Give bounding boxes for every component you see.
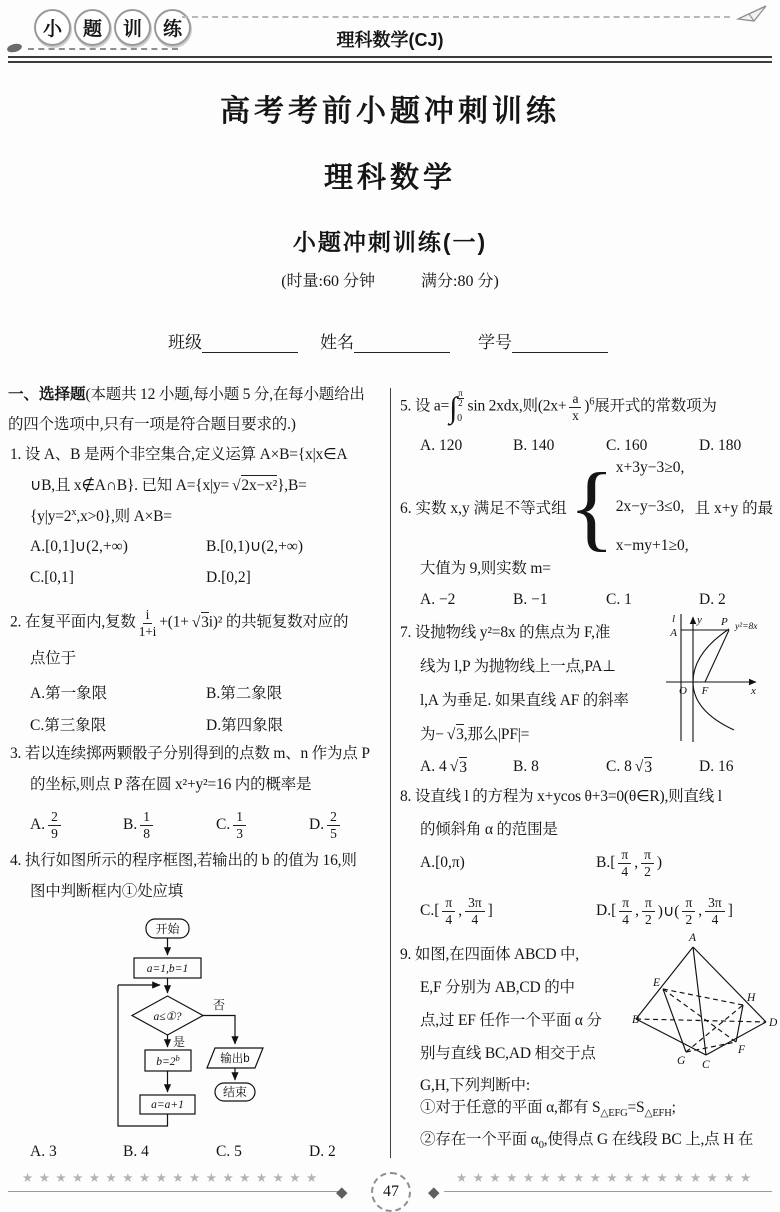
triangle-subscript: △EFG (600, 1108, 628, 1120)
section-label: 一、选择题 (8, 386, 86, 403)
option-label: C. (420, 902, 435, 920)
lower-limit: 0 (457, 412, 462, 424)
numerator: π (618, 847, 631, 864)
logo-char: 训 (114, 9, 151, 46)
option-d (309, 809, 402, 841)
option-c: C. 5 (216, 1143, 242, 1160)
label-x: x (751, 685, 756, 697)
numerator: 2 (48, 809, 61, 826)
limit-numerator: π (458, 388, 463, 398)
fraction (442, 895, 455, 927)
flow-increment-label: a=a+1 (151, 1099, 184, 1111)
question-7-line-2: 线为 l,P 为抛物线上一点,PA⊥ (420, 658, 616, 675)
triangle-subscript: △EFH (644, 1108, 672, 1120)
flow-step-base: b=2 (156, 1056, 176, 1068)
option-d: D.第四象限 (206, 717, 284, 734)
label-E: E (653, 977, 661, 989)
logo-char: 练 (154, 9, 191, 46)
fraction (465, 895, 485, 927)
q7-radicand: 3 (456, 726, 464, 743)
question-2-line-1 (10, 607, 348, 639)
label-C: C (702, 1059, 710, 1071)
q8-options-row-1 (420, 847, 772, 879)
label-y: y (697, 614, 702, 626)
q1-text: ,x>0},则 A×B= (76, 508, 172, 525)
q2-text: i)² 的共轭复数对应的 (208, 613, 349, 631)
label-A: A (670, 627, 677, 639)
separator: , (698, 902, 703, 920)
numerator: π (642, 895, 655, 912)
label-equation: y²=8x (735, 622, 758, 632)
radical-sign: √ (634, 758, 644, 775)
numerator: 1 (140, 809, 153, 826)
inequality-3: x−my+1≥0, (615, 537, 689, 554)
q1-text: },B= (277, 477, 307, 494)
full-score: 满分:80 分) (421, 273, 499, 290)
fraction (48, 809, 61, 841)
option-a: A. 3 (30, 1143, 57, 1160)
option-c: C. 1 (606, 591, 632, 608)
question-1-line-2 (30, 476, 307, 495)
question-4-line-2: 图中判断框内①处应填 (30, 883, 184, 900)
label-F: F (701, 685, 709, 697)
time-limit: (时量:60 分钟 (281, 273, 375, 290)
label-D: D (769, 1017, 777, 1029)
flow-no-label: 否 (213, 998, 226, 1012)
numerator: π (682, 895, 695, 912)
fillin-student-id (478, 328, 608, 353)
radical-sign: √ (449, 758, 459, 775)
denominator: 9 (51, 825, 58, 841)
q1-text: {y|y=2 (30, 508, 72, 525)
option-d: D. 16 (699, 758, 734, 775)
option-b: B.[0,1)∪(2,+∞) (206, 538, 303, 555)
fillin-sid-label: 学号 (478, 333, 512, 352)
question-9-line-5: G,H,下列判断中: (420, 1077, 530, 1094)
q2-text: 2. 在复平面内,复数 (10, 613, 136, 631)
q2-radicand: 3 (201, 613, 209, 631)
option-label: D. (309, 816, 325, 834)
numerator: i (143, 607, 153, 624)
flow-output-label: 输出b (220, 1053, 250, 1065)
option-label: C. (216, 816, 231, 834)
q2-options-row-1 (30, 681, 382, 703)
question-4-line-1: 4. 执行如图所示的程序框图,若输出的 b 的值为 16,则 (10, 852, 357, 869)
denominator: 1+i (138, 623, 157, 639)
fraction (233, 809, 246, 841)
option-a: A.[0,π) (420, 854, 465, 872)
option-label: D. (596, 902, 612, 920)
question-8-line-1: 8. 设直线 l 的方程为 x+ycos θ+3=0(θ∈R),则直线 l (400, 788, 722, 805)
radicand: 3 (459, 759, 467, 776)
choice-section-intro-2: 的四个选项中,只有一项是符合题目要求的.) (8, 416, 296, 433)
footer-diamond-right: ◆ (428, 1185, 440, 1201)
option-c: C. 160 (606, 437, 648, 454)
denominator: 2 (644, 863, 651, 879)
q7-text: 为− (420, 726, 444, 743)
separator: , (634, 854, 639, 872)
fraction (642, 895, 655, 927)
option-a: A. −2 (420, 591, 456, 608)
option-b (596, 847, 772, 879)
fillin-name (320, 328, 450, 353)
option-label: C. 8 (606, 758, 632, 775)
q9-text: ,使得点 G 在线段 BC 上,点 H 在 (543, 1131, 754, 1148)
section-title: 小题冲刺训练(一) (292, 229, 488, 255)
alpha-subscript: 0 (538, 1140, 544, 1152)
column-divider (390, 388, 391, 1158)
q9-text: ②存在一个平面 α (420, 1131, 539, 1148)
subject-title: 理科数学 (323, 162, 456, 194)
option-a (420, 757, 513, 777)
option-c: C.第三象限 (30, 717, 107, 734)
question-6-system (400, 452, 774, 560)
right-column (398, 385, 777, 1175)
flow-condition-label: a≤①? (153, 1011, 182, 1023)
parabola-figure (664, 609, 774, 759)
q8-options-row-2 (420, 895, 772, 927)
limit-denominator: 2 (458, 398, 463, 408)
integral-limits (457, 389, 463, 425)
label-P: P (721, 616, 728, 628)
bracket: ) (656, 854, 663, 872)
meta-line (0, 268, 780, 291)
question-1-line-1: 1. 设 A、B 是两个非空集合,定义运算 A×B={x|x∈A (10, 446, 348, 463)
inequality-2: 2x−y−3≤0, (615, 498, 685, 515)
option-label: A. (30, 816, 46, 834)
question-1-line-3 (30, 507, 172, 526)
fillin-class-label: 班级 (168, 333, 202, 352)
label-O: O (679, 685, 687, 697)
logo-char: 小 (34, 9, 71, 46)
option-b: B. 4 (123, 1143, 149, 1160)
q2-options-row-2 (30, 713, 382, 735)
option-a (30, 809, 123, 841)
page-title: 高考考前小题冲刺训练 (220, 95, 560, 128)
label-F: F (738, 1044, 746, 1056)
system-brace: { (568, 452, 615, 560)
numerator: 2 (327, 809, 340, 826)
numerator: π (641, 847, 654, 864)
question-7-line-4 (420, 725, 529, 744)
separator: , (635, 902, 639, 920)
q7-text: ,那么|PF|= (463, 726, 530, 743)
q1-options-row-2 (30, 569, 382, 587)
fraction (705, 895, 725, 927)
option-b (123, 809, 216, 841)
fraction (140, 809, 153, 841)
footer-rule-left (8, 1191, 338, 1192)
denominator: 3 (236, 825, 243, 841)
flow-step-exponent: b (175, 1053, 180, 1063)
numerator: 3π (705, 895, 725, 912)
numerator: π (442, 895, 455, 912)
option-a: A.第一象限 (30, 685, 108, 702)
question-8-line-2: 的倾斜角 α 的范围是 (420, 821, 558, 838)
header-subject-title: 理科数学(CJ) (336, 30, 444, 50)
option-label: A. 4 (420, 758, 447, 775)
q5-text: 展开式的常数项为 (594, 397, 717, 415)
q1-exponent: x (71, 506, 77, 518)
fraction (618, 847, 631, 879)
q4-options-row (30, 1143, 402, 1161)
choice-section-intro (8, 385, 365, 404)
question-7-line-1: 7. 设抛物线 y²=8x 的焦点为 F,准 (400, 624, 611, 641)
bracket: [ (611, 902, 617, 920)
numerator: π (619, 895, 632, 912)
name-blank-line (354, 334, 450, 353)
q1-options-row-1 (30, 537, 382, 556)
option-c (606, 757, 699, 777)
option-b: B.第二象限 (206, 685, 283, 702)
integral-sign: ∫ (449, 391, 458, 425)
upper-limit (457, 389, 463, 408)
question-9-line-1: 9. 如图,在四面体 ABCD 中, (400, 946, 579, 963)
radical-sign: √ (232, 477, 241, 494)
fraction (641, 847, 654, 879)
option-b: B. 140 (513, 437, 555, 454)
logo-char: 题 (74, 9, 111, 46)
question-9-line-3: 点,过 EF 任作一个平面 α 分 (420, 1012, 602, 1029)
denominator: 4 (711, 911, 719, 927)
class-blank-line (202, 334, 298, 353)
q9-claim-1 (420, 1098, 676, 1120)
separator: , (458, 902, 463, 920)
q2-text: +(1+ (159, 613, 189, 631)
intro-text: (本题共 12 小题,每小题 5 分,在每小题给出 (85, 386, 365, 403)
inequality-1: x+3y−3≥0, (615, 459, 685, 476)
denominator: x (572, 407, 579, 423)
fraction (327, 809, 340, 841)
radicand: 3 (644, 759, 653, 776)
flow-end-label: 结束 (222, 1085, 248, 1099)
option-d: D.[0,2] (206, 569, 251, 586)
option-b: B. −1 (513, 591, 548, 608)
q7-options-row (420, 757, 780, 777)
q6-text: 且 x+y 的最 (694, 500, 774, 517)
q6-options-row (420, 591, 780, 609)
option-c: C.[0,1] (30, 569, 74, 586)
numerator: 3π (465, 895, 485, 912)
q6-text: 6. 实数 x,y 满足不等式组 (400, 500, 567, 517)
footer-stars-right: ★★★★★★★★★★★★★★★★★★ (456, 1171, 757, 1185)
inequality-system (616, 457, 689, 557)
footer-stars-left: ★★★★★★★★★★★★★★★★★★ (22, 1171, 323, 1185)
numerator: a (569, 391, 581, 408)
denominator: 4 (471, 911, 479, 927)
question-6-line-2: 大值为 9,则实数 m= (420, 560, 551, 577)
flow-start-label: 开始 (155, 922, 180, 936)
option-c (216, 809, 309, 841)
page-number-badge (371, 1172, 411, 1212)
flow-yes-label: 是 (173, 1035, 186, 1049)
label-A: A (689, 932, 697, 944)
question-3-line-2: 的坐标,则点 P 落在圆 x²+y²=16 内的概率是 (30, 776, 312, 793)
denominator: 2 (644, 911, 652, 927)
q9-text: ①对于任意的平面 α,都有 S (420, 1099, 601, 1116)
question-3-line-1: 3. 若以连续掷两颗骰子分别得到的点数 m、n 作为点 P (10, 745, 370, 762)
q5-text: 5. 设 a= (400, 397, 450, 415)
numerator: 1 (233, 809, 246, 826)
flow-step-label (156, 1053, 180, 1068)
denominator: 4 (445, 911, 453, 927)
footer-diamond-left: ◆ (336, 1185, 348, 1201)
denominator: 8 (143, 825, 150, 841)
q5-text: sin 2xdx,则 (467, 397, 538, 415)
label-H: H (747, 992, 756, 1004)
q3-options-row (30, 809, 402, 841)
paper-plane-icon (736, 4, 770, 26)
option-d: D. 180 (699, 437, 742, 454)
q9-text: ; (671, 1099, 676, 1116)
label-B: B (632, 1014, 640, 1026)
q1-radicand: 2x−x² (241, 477, 278, 494)
option-a: A. 120 (420, 437, 463, 454)
bracket: [ (610, 854, 616, 872)
denominator: 4 (621, 863, 629, 879)
tetrahedron-figure (632, 931, 777, 1073)
label-G: G (677, 1055, 686, 1067)
label-l: l (671, 613, 675, 625)
question-5-line-1: 5. 设 a=∫ $\frac{\pi}{2}$ 0 sin 2xdx,则(2x+ $\frac{a}{x}$ )$^6$展开式的常数项为 (400, 388, 717, 425)
flow-init-label: a=1,b=1 (146, 963, 189, 975)
radical-sign: √ (446, 726, 456, 743)
option-d: D. 2 (309, 1143, 336, 1160)
bracket: ] (727, 902, 733, 920)
option-a: A.[0,1]∪(2,+∞) (30, 538, 128, 555)
option-d (596, 895, 772, 927)
bracket: [ (434, 902, 440, 920)
left-column (8, 385, 384, 1175)
header-dashed-line (182, 16, 730, 18)
option-label: B. (123, 816, 138, 834)
denominator: 2 (685, 911, 693, 927)
fraction (569, 391, 581, 423)
q5-text: (2x+ (537, 397, 567, 415)
denominator: 5 (330, 825, 337, 841)
header-double-rule (8, 56, 772, 63)
denominator: 4 (622, 911, 630, 927)
flowchart-figure (110, 913, 350, 1135)
union-text: )∪( (657, 902, 680, 920)
option-b: B. 8 (513, 758, 539, 775)
option-label: B. (596, 854, 611, 872)
sid-blank-line (512, 334, 608, 353)
fraction (619, 895, 632, 927)
option-d: D. 2 (699, 591, 726, 608)
q5-exponent: 6 (589, 396, 595, 408)
q9-text: =S (627, 1099, 645, 1116)
question-9-line-2: E,F 分别为 AB,CD 的中 (420, 979, 575, 996)
fraction (139, 607, 157, 639)
radical-sign: √ (191, 613, 201, 631)
q9-claim-2 (420, 1130, 754, 1152)
question-2-line-2: 点位于 (30, 650, 76, 667)
question-9-line-4: 别与直线 BC,AD 相交于点 (420, 1045, 596, 1062)
bracket: ] (487, 902, 493, 920)
footer-rule-right (444, 1191, 772, 1192)
fillin-class (168, 328, 298, 353)
option-c (420, 895, 596, 927)
fraction (682, 895, 695, 927)
page-number: 47 (383, 1183, 399, 1200)
question-7-line-3: l,A 为垂足. 如果直线 AF 的斜率 (420, 692, 629, 709)
q1-text: ∪B,且 x∉A∩B}. 已知 A={x|y= (30, 477, 230, 494)
fillin-name-label: 姓名 (320, 333, 354, 352)
parabola-curve (693, 629, 734, 730)
